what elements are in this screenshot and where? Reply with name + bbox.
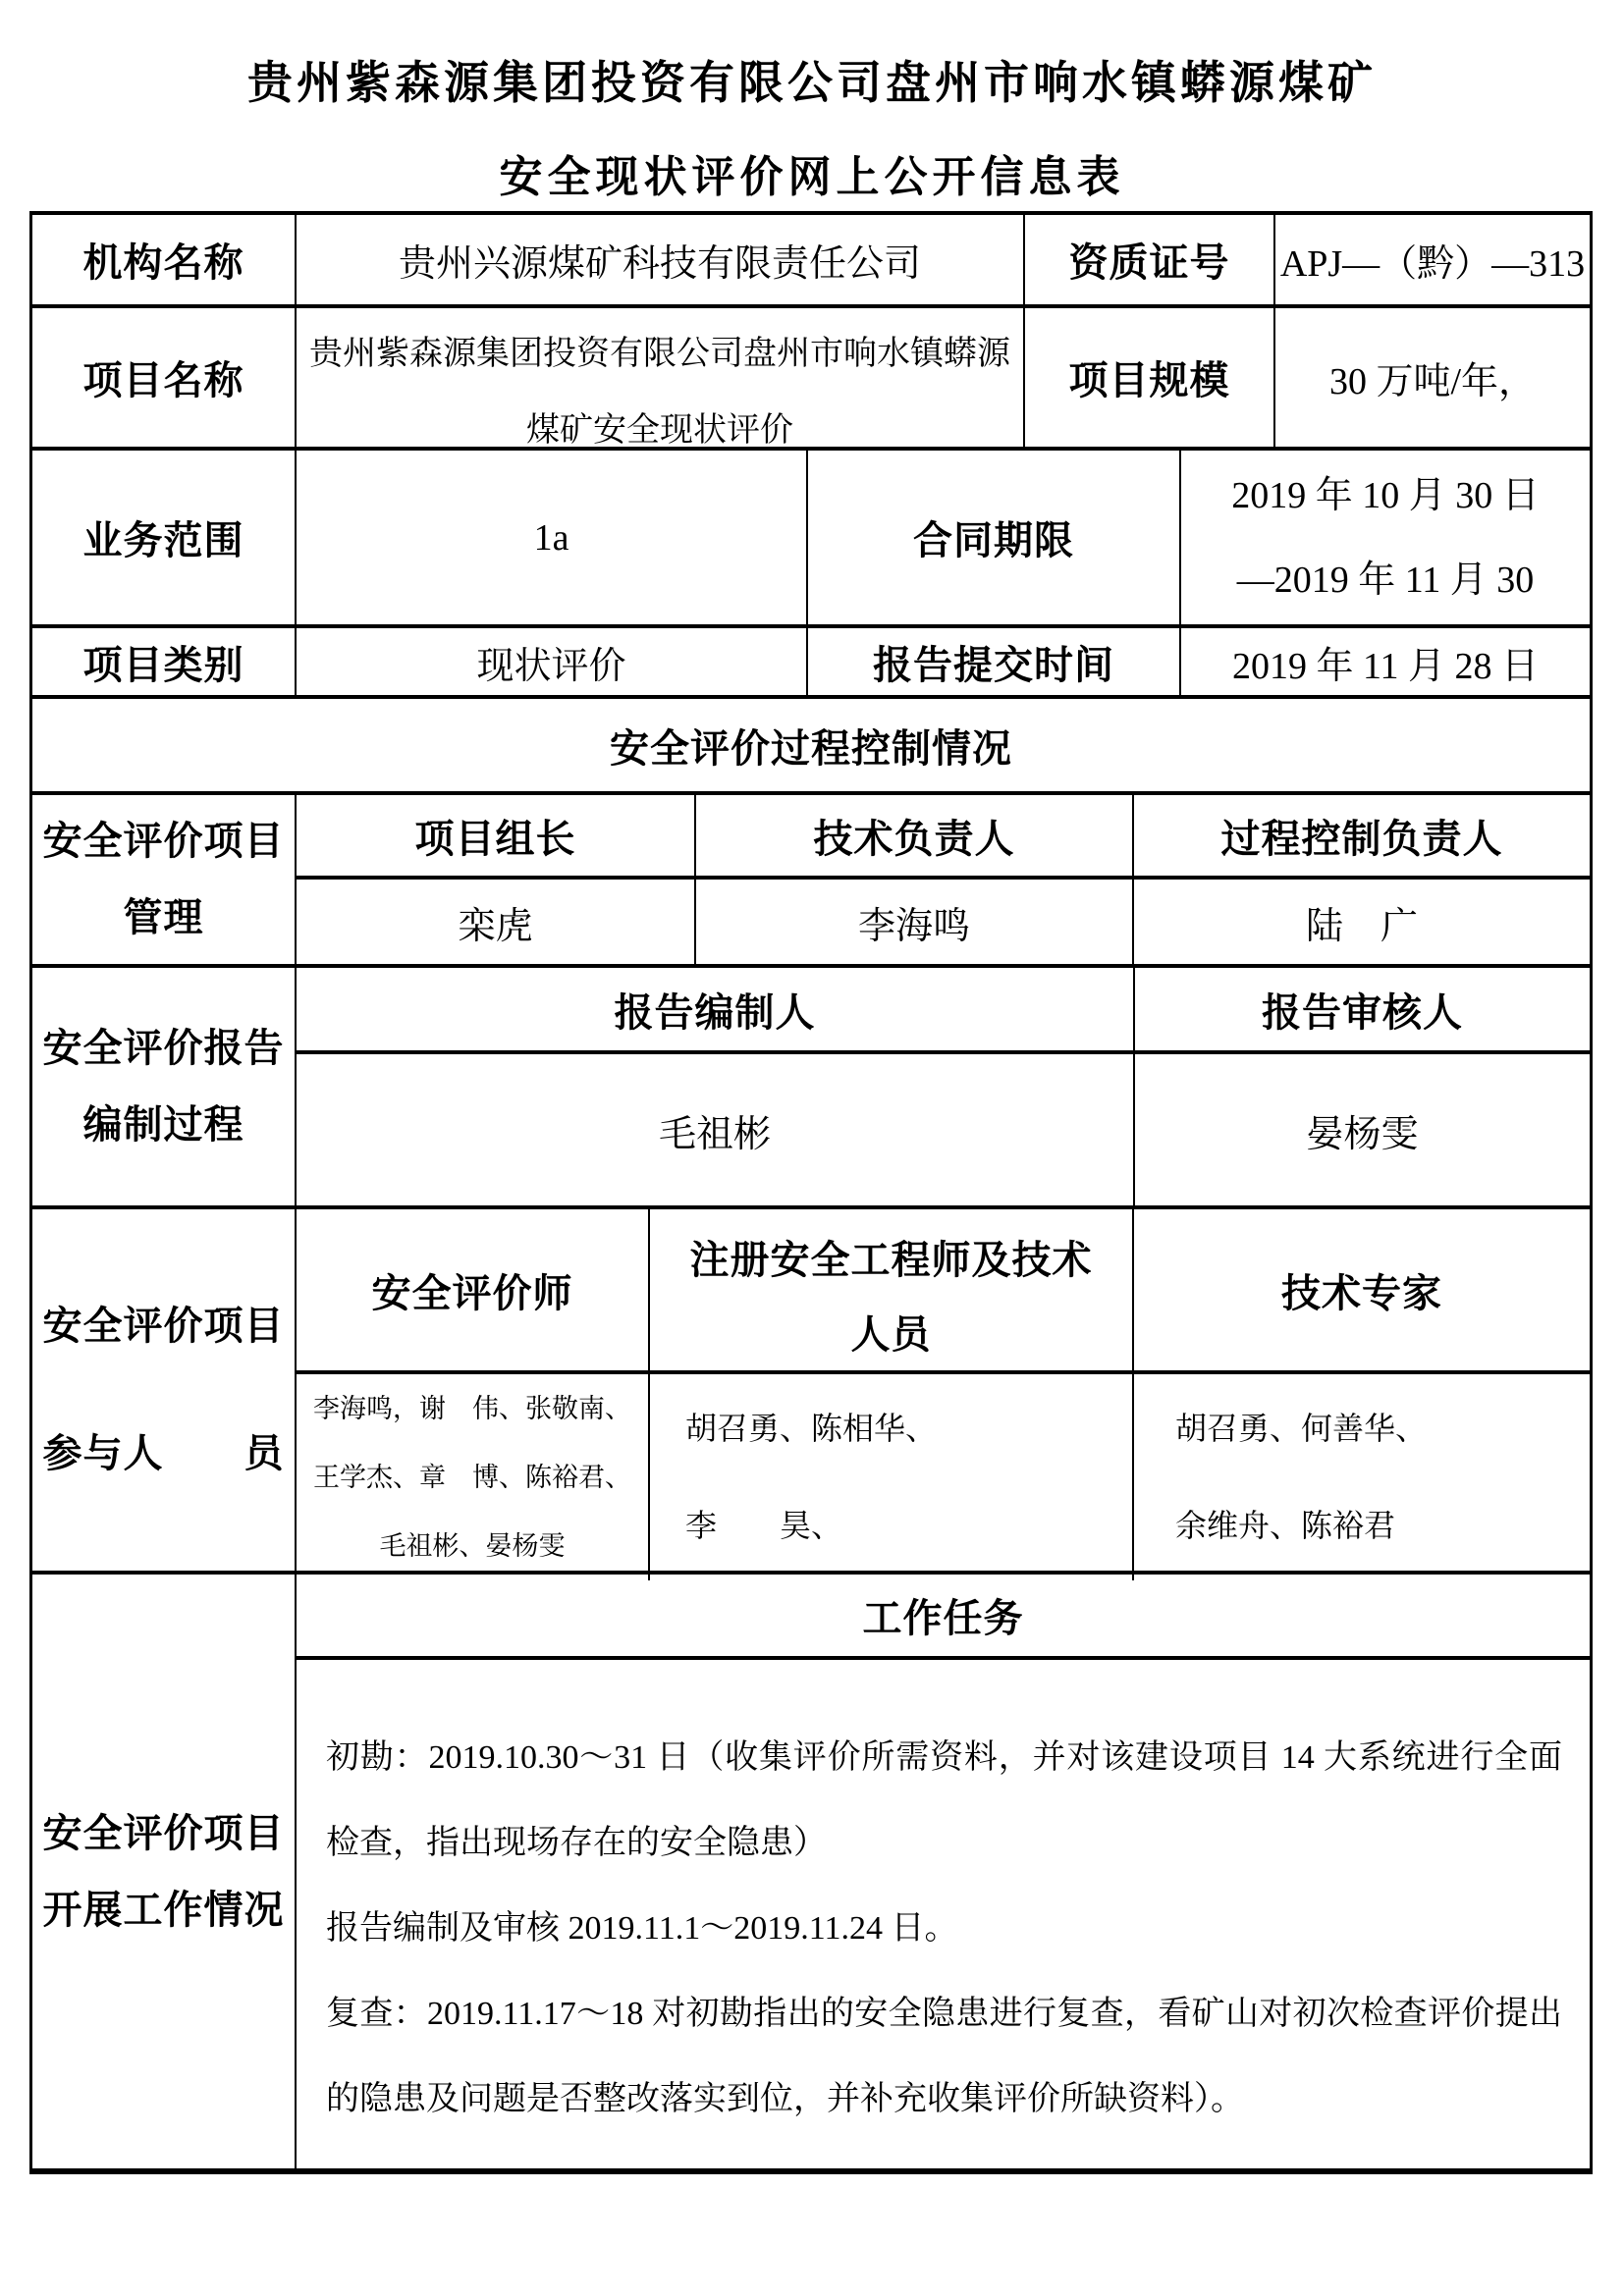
report-writer-header: 报告编制人: [297, 968, 1135, 1050]
work-task-header: 工作任务: [862, 1596, 1024, 1640]
management-grid: [297, 795, 1590, 964]
info-table: [29, 211, 1593, 2174]
participants-value-row: [297, 1374, 1590, 1580]
engineers-line2: 李 昊、: [685, 1508, 843, 1543]
tech-lead-value: 李海鸣: [696, 880, 1134, 964]
evaluators-line3: 毛祖彬、晏杨雯: [379, 1531, 566, 1561]
row-participants: [32, 1209, 1590, 1575]
work-content: [297, 1660, 1590, 2168]
compilation-label: [32, 968, 297, 1205]
tech-lead-header: 技术负责人: [696, 795, 1134, 876]
evaluators-line2: 王学杰、章 博、陈裕君、: [313, 1463, 631, 1492]
engineers-value: [650, 1374, 1134, 1580]
compilation-grid: [297, 968, 1590, 1205]
contract-period-end: —2019 年 11 月 30: [1236, 559, 1535, 601]
report-reviewer-value: 晏杨雯: [1306, 1113, 1419, 1155]
org-name-value: 贵州兴源煤矿科技有限责任公司: [297, 215, 1025, 304]
management-label-line2: 管理: [123, 895, 204, 939]
report-reviewer-header: 报告审核人: [1262, 989, 1463, 1035]
row-project-name: [32, 308, 1590, 451]
participants-header-row: [297, 1209, 1590, 1374]
contract-period-label: 合同期限: [808, 451, 1181, 624]
participants-label: [32, 1209, 297, 1571]
evaluators-header: 安全评价师: [297, 1209, 650, 1370]
business-scope-label: 业务范围: [32, 451, 297, 624]
row-business-scope: [32, 451, 1590, 628]
row-section-header: [32, 699, 1590, 795]
management-value-row: [297, 880, 1590, 964]
row-management: [32, 795, 1590, 968]
process-control-section-title: 安全评价过程控制情况: [610, 725, 1012, 771]
participants-grid: [297, 1209, 1590, 1571]
report-submit-label: 报告提交时间: [808, 628, 1181, 695]
document-title-line1: 贵州紫森源集团投资有限公司盘州市响水镇蟒源煤矿: [247, 58, 1377, 108]
team-leader-header: 项目组长: [297, 795, 696, 876]
work-task-header-row: [297, 1575, 1590, 1660]
participants-label-line1: 安全评价项目: [42, 1304, 285, 1348]
cert-number-label: 资质证号: [1025, 215, 1275, 304]
work-progress-label-line1: 安全评价项目: [42, 1810, 285, 1855]
evaluators-value: [297, 1374, 650, 1580]
contract-period-value: [1181, 451, 1590, 624]
engineers-header: 注册安全工程师及技术人员: [650, 1209, 1134, 1370]
work-paragraph-survey: 初勘：2019.10.30～31 日（收集评价所需资料，并对该建设项目 14 大系统进行全面检查，指出现场存在的安全隐患）: [326, 1739, 1562, 1861]
row-report-compilation: [32, 968, 1590, 1209]
evaluators-line1: 李海鸣，谢 伟、张敬南、: [313, 1394, 631, 1423]
report-submit-value: 2019 年 11 月 28 日: [1231, 645, 1540, 687]
org-name-label: 机构名称: [32, 215, 297, 304]
document-title-line2: 安全现状评价网上公开信息表: [499, 153, 1125, 201]
compilation-label-line1: 安全评价报告: [42, 1026, 285, 1070]
process-lead-value: 陆 广: [1305, 905, 1418, 947]
work-grid: [297, 1575, 1590, 2168]
contract-period-start: 2019 年 10 月 30 日: [1231, 474, 1540, 516]
row-work-progress: [32, 1575, 1590, 2168]
project-category-value: 现状评价: [297, 628, 808, 695]
work-paragraph-compile: 报告编制及审核 2019.11.1～2019.11.24 日。: [326, 1910, 958, 1947]
team-leader-value: 栾虎: [297, 880, 696, 964]
compilation-value-row: [297, 1054, 1590, 1205]
engineers-line1: 胡召勇、陈相华、: [685, 1411, 938, 1446]
experts-value: [1134, 1374, 1590, 1580]
project-scale-label: 项目规模: [1025, 308, 1275, 447]
work-progress-label-line2: 开展工作情况: [42, 1887, 285, 1932]
participants-label-line2: 参与人 员: [42, 1431, 285, 1475]
management-header-row: [297, 795, 1590, 880]
management-label-line1: 安全评价项目: [42, 819, 285, 863]
project-name-value: 贵州紫森源集团投资有限公司盘州市响水镇蟒源煤矿安全现状评价: [297, 308, 1025, 447]
compilation-header-row: [297, 968, 1590, 1054]
row-organization: [32, 215, 1590, 308]
work-paragraph-recheck: 复查：2019.11.17～18 对初勘指出的安全隐患进行复查，看矿山对初次检查评价提出的隐患及问题是否整改落实到位，并补充收集评价所缺资料）。: [326, 1996, 1562, 2117]
compilation-label-line2: 编制过程: [82, 1102, 244, 1147]
experts-line2: 余维舟、陈裕君: [1175, 1508, 1396, 1543]
work-content-row: [297, 1660, 1590, 2168]
project-name-label: 项目名称: [32, 308, 297, 447]
project-scale-value: 30 万吨/年，: [1328, 361, 1537, 402]
project-category-label: 项目类别: [32, 628, 297, 695]
experts-header: 技术专家: [1281, 1270, 1442, 1315]
experts-line1: 胡召勇、何善华、: [1175, 1411, 1428, 1446]
business-scope-value: 1a: [297, 451, 808, 624]
cert-number-value: APJ—（黔）—313: [1279, 243, 1586, 285]
management-label: [32, 795, 297, 964]
process-lead-header: 过程控制负责人: [1220, 816, 1503, 861]
row-project-category: [32, 628, 1590, 699]
report-writer-value: 毛祖彬: [297, 1054, 1135, 1205]
work-progress-label: [32, 1575, 297, 2168]
